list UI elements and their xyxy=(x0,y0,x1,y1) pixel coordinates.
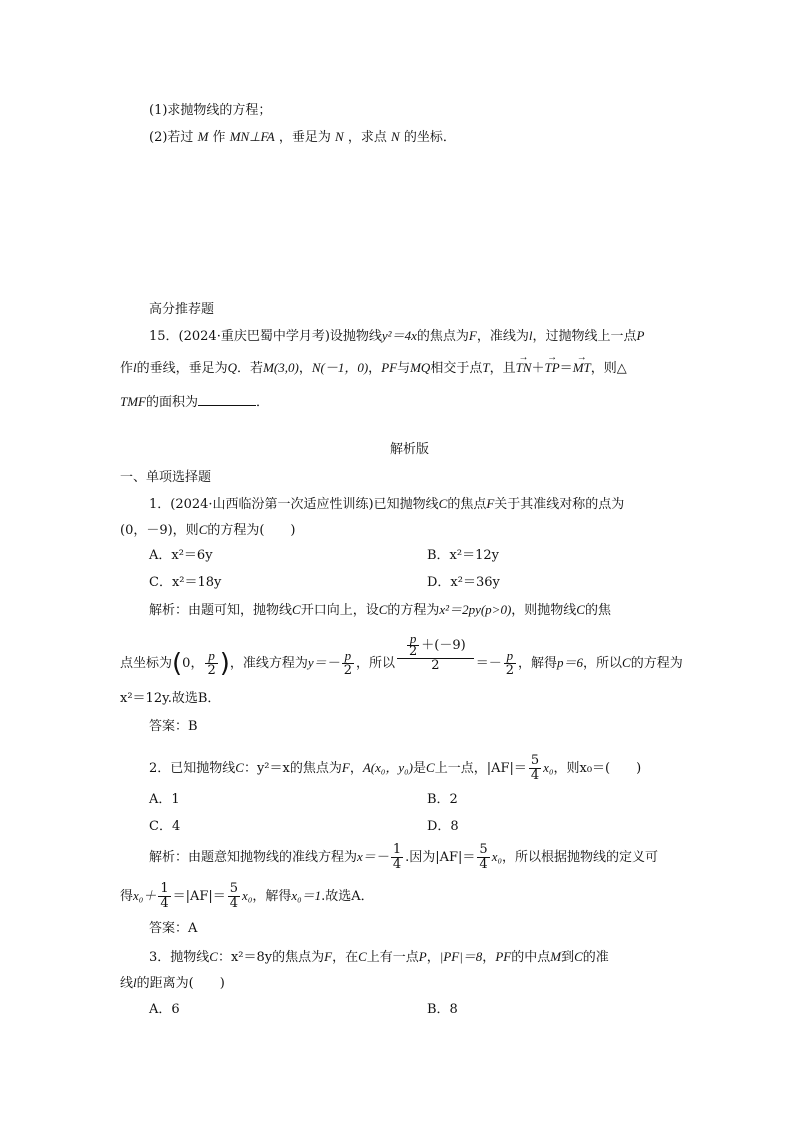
q2-option-c: C．4 xyxy=(149,819,181,834)
section-single-choice: 一、单项选择题 xyxy=(120,470,212,485)
p14-q1: (1)求抛物线的方程； xyxy=(149,103,272,118)
q3-stem-line2: 线l的距离为( ) xyxy=(120,975,225,991)
analysis-title: 解析版 xyxy=(390,442,430,457)
p15-line2: 作l的垂线，垂足为Q．若M(3,0)，N(－1，0)，PF与MQ相交于点T，且→ TN＋→ TP＝→ MT，则△ xyxy=(120,359,627,378)
fraction-5-over-4: $\frac{5}{4}$ xyxy=(229,881,239,911)
q2-answer: 答案：A xyxy=(149,921,198,936)
q2-option-b: B．2 xyxy=(427,792,458,807)
q1-solution-line2: 点坐标为(0， $\frac{p}{2}$ )，准线方程为y＝－ $\frac{p}{2}$ ，所以 $\frac{p}{2}$ ＋(－9) 2 ＝－ $\frac{p}{2}$ ，解得p＝6，所以C的方程为 xyxy=(120,630,683,679)
q1-option-b: B．x²＝12y xyxy=(427,548,499,563)
q2-option-d: D．8 xyxy=(427,819,459,834)
fraction-compound: $\frac{p}{2}$ ＋(－9) 2 xyxy=(397,633,474,673)
fraction-5-over-4: $\frac{5}{4}$ xyxy=(479,842,488,872)
q1-stem-line2: (0，－9)，则C的方程为( ) xyxy=(120,522,296,538)
q3-option-a: A．6 xyxy=(149,1002,180,1017)
fraction-1-over-4: $\frac{1}{4}$ xyxy=(160,881,169,911)
fraction-p-over-2: $\frac{p}{2}$ xyxy=(343,648,352,678)
q1-option-c: C．x²＝18y xyxy=(149,575,222,590)
fraction-5-over-4: $\frac{5}{4}$ xyxy=(530,753,540,783)
q2-solution-line2: 得x₀＋ $\frac{1}{4}$ ＝|AF|＝ $\frac{5}{4}$ x₀，解得x₀＝1.故选A． xyxy=(120,881,374,911)
q2-solution-line1: 解析：由题意知抛物线的准线方程为x＝－ $\frac{1}{4}$ .因为|AF|＝ $\frac{5}{4}$ x₀，所以根据抛物线的定义可 xyxy=(149,842,658,872)
fraction-1-over-4: $\frac{1}{4}$ xyxy=(392,842,402,872)
q2-option-a: A．1 xyxy=(149,792,180,807)
q3-option-b: B．8 xyxy=(427,1002,458,1017)
answer-blank xyxy=(198,393,256,406)
q1-option-d: D．x²＝36y xyxy=(427,575,500,590)
q3-stem-line1: 3．抛物线C：x²＝8y的焦点为F，在C上有一点P，|PF|＝8，PF的中点M到C的准 xyxy=(149,949,609,965)
p15-line1: 15．(2024·重庆巴蜀中学月考)设抛物线y²＝4x的焦点为F，准线为l，过抛物线上一点P xyxy=(149,328,645,344)
section-high-score: 高分推荐题 xyxy=(149,302,215,317)
p14-q2: (2)若过 M 作 MN⊥FA ，垂足为 N ，求点 N 的坐标． xyxy=(149,129,456,145)
vector-TP: → TP xyxy=(545,359,560,377)
q1-option-a: A．x²＝6y xyxy=(149,548,213,563)
q2-stem-line1: 2．已知抛物线C：y²＝x的焦点为F，A(x₀，y₀)是C上一点，|AF|＝ $\frac{5}{4}$ x₀，则x₀＝( ) xyxy=(149,753,642,783)
vector-MT: → MT xyxy=(573,359,591,377)
q1-stem-line1: 1．(2024·山西临汾第一次适应性训练)已知抛物线C的焦点F关于其准线对称的点为 xyxy=(149,496,625,512)
fraction-p-over-2: $\frac{p}{2}$ xyxy=(408,630,418,659)
q1-solution-line3: x²＝12y.故选B． xyxy=(120,691,221,706)
fraction-p-over-2: $\frac{p}{2}$ xyxy=(207,648,216,678)
p15-line3: TMF的面积为 ． xyxy=(120,394,270,410)
vector-TN: → TN xyxy=(516,359,532,377)
fraction-p-over-2: $\frac{p}{2}$ xyxy=(505,648,514,678)
q1-answer: 答案：B xyxy=(149,719,198,734)
q1-solution-line1: 解析：由题可知，抛物线C开口向上，设C的方程为x²＝2py(p>0)，则抛物线C的焦 xyxy=(149,602,611,618)
